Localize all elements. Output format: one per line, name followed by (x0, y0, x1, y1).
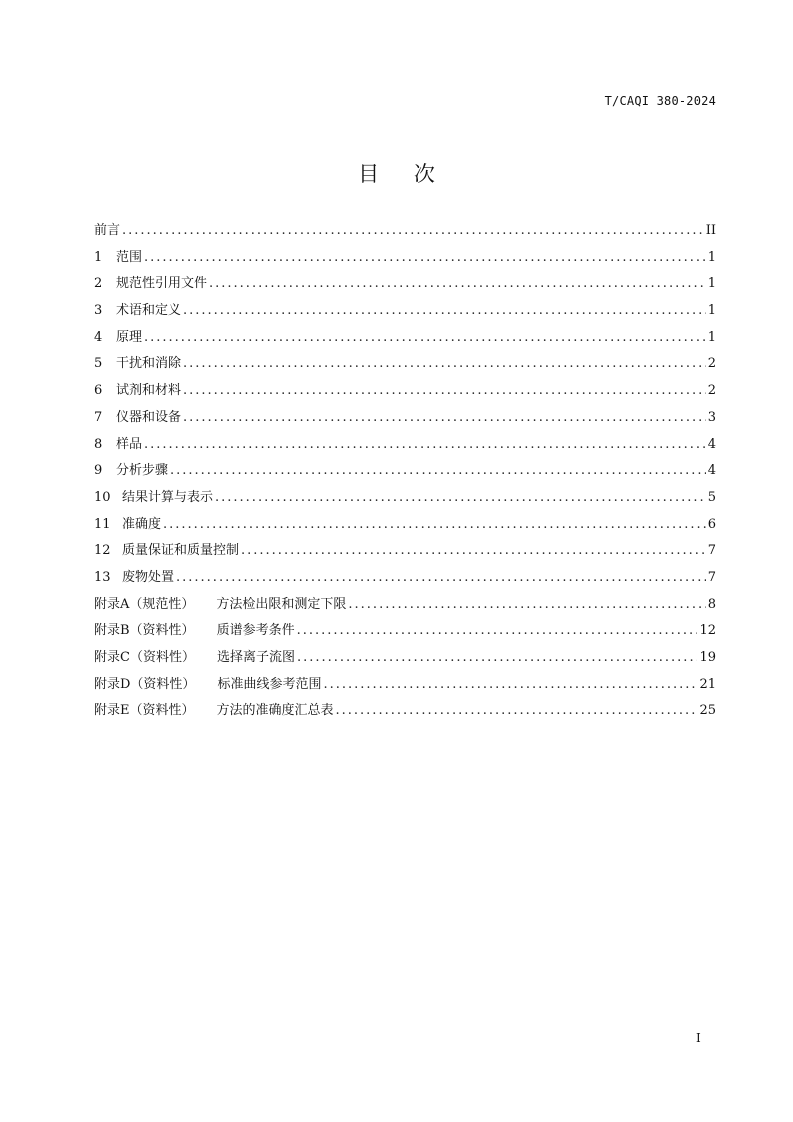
toc-entry-label: 原理 (116, 329, 143, 345)
toc-entry-page: 1 (707, 276, 716, 292)
toc-entry[interactable] (94, 539, 716, 566)
toc-entry-page: 1 (707, 329, 716, 345)
toc-entry-number: 7 (94, 409, 103, 425)
toc-entry[interactable] (94, 326, 716, 353)
toc-entry-label: 术语和定义 (116, 303, 182, 319)
toc-entry-label: 准确度 (122, 516, 162, 532)
toc-entry-label: 前言 (94, 223, 121, 238)
leader-dots (297, 650, 697, 665)
toc-entry-number: 12 (94, 543, 111, 559)
toc-entry-page: 12 (699, 623, 716, 639)
toc-entry-label: 标准曲线参考范围 (217, 676, 322, 692)
toc-entry-number: 附录B（资料性） (94, 623, 195, 639)
leader-dots (336, 703, 698, 718)
toc-entry[interactable] (94, 299, 716, 326)
leader-dots (176, 570, 706, 585)
toc-entry-page: 25 (699, 703, 716, 719)
toc-entry-page: 19 (699, 650, 716, 665)
toc-entry-page: II (705, 223, 716, 238)
toc-entry-appendix[interactable] (94, 619, 716, 646)
toc-entry-number: 附录A（规范性） (94, 596, 195, 612)
toc-entry-label: 质谱参考条件 (216, 623, 295, 639)
toc-entry-label: 废物处置 (122, 569, 175, 585)
document-code: T/CAQI 380-2024 (604, 94, 716, 108)
leader-dots (241, 543, 706, 558)
toc-entry-page: 4 (707, 463, 716, 479)
table-of-contents (94, 219, 716, 726)
page-number: I (696, 1031, 701, 1045)
toc-entry-number: 11 (94, 516, 111, 532)
toc-entry-label: 仪器和设备 (116, 409, 182, 425)
toc-entry[interactable] (94, 459, 716, 486)
toc-entry-number: 13 (94, 569, 111, 585)
toc-title: 目 次 (358, 162, 449, 186)
toc-entry-page: 1 (707, 303, 716, 319)
toc-entry-label: 方法的准确度汇总表 (216, 703, 334, 719)
toc-entry-number: 附录C（资料性） (94, 650, 195, 665)
toc-entry-label: 选择离子流图 (216, 650, 295, 665)
toc-entry-appendix[interactable] (94, 646, 716, 673)
toc-entry-number: 2 (94, 276, 103, 292)
toc-entry[interactable] (94, 352, 716, 379)
leader-dots (144, 250, 706, 265)
toc-entry-label: 规范性引用文件 (116, 276, 208, 292)
toc-entry-number: 4 (94, 329, 103, 345)
toc-entry-appendix[interactable] (94, 593, 716, 620)
leader-dots (323, 677, 697, 692)
leader-dots (144, 437, 706, 452)
toc-entry-label: 分析步骤 (116, 463, 169, 479)
toc-entry-label: 试剂和材料 (116, 383, 182, 399)
toc-entry[interactable] (94, 379, 716, 406)
leader-dots (209, 276, 706, 291)
leader-dots (183, 303, 706, 318)
toc-entry-label: 质量保证和质量控制 (122, 543, 240, 559)
toc-entry-number: 5 (94, 356, 103, 372)
toc-entry-page: 5 (707, 489, 716, 505)
toc-entry-appendix[interactable] (94, 673, 716, 700)
leader-dots (183, 410, 706, 425)
leader-dots (215, 490, 706, 505)
toc-entry[interactable] (94, 513, 716, 540)
toc-entry-page: 4 (707, 436, 716, 452)
toc-entry-page: 2 (707, 383, 716, 399)
toc-entry-page: 6 (707, 516, 716, 532)
toc-entry[interactable] (94, 406, 716, 433)
toc-entry-page: 21 (699, 676, 716, 692)
toc-entry-number: 8 (94, 436, 103, 452)
toc-entry-label: 结果计算与表示 (122, 489, 214, 505)
toc-entry-label: 样品 (116, 436, 143, 452)
leader-dots (297, 623, 698, 638)
toc-entry-page: 7 (707, 543, 716, 559)
leader-dots (183, 383, 706, 398)
leader-dots (144, 330, 706, 345)
toc-entry-page: 3 (707, 409, 716, 425)
toc-entry-label: 干扰和消除 (116, 356, 182, 372)
toc-entry-number: 6 (94, 383, 103, 399)
toc-entry[interactable] (94, 272, 716, 299)
leader-dots (163, 517, 706, 532)
toc-entry-appendix[interactable] (94, 699, 716, 726)
leader-dots (122, 223, 704, 238)
toc-entry[interactable] (94, 486, 716, 513)
toc-entry-number: 1 (94, 249, 103, 265)
toc-entry[interactable] (94, 433, 716, 460)
toc-entry-number: 附录D（资料性） (94, 676, 196, 692)
toc-entry[interactable] (94, 566, 716, 593)
toc-entry-number: 9 (94, 463, 103, 479)
toc-entry-page: 2 (707, 356, 716, 372)
toc-entry-label: 范围 (116, 249, 143, 265)
toc-entry-number: 10 (94, 489, 111, 505)
toc-entry-number: 3 (94, 303, 103, 319)
leader-dots (348, 597, 705, 612)
toc-entry-page: 7 (707, 569, 716, 585)
toc-entry-page: 1 (707, 249, 716, 265)
leader-dots (170, 463, 706, 478)
toc-entry[interactable] (94, 246, 716, 273)
toc-entry[interactable] (94, 219, 716, 246)
toc-entry-number: 附录E（资料性） (94, 703, 195, 719)
toc-entry-label: 方法检出限和测定下限 (216, 596, 347, 612)
leader-dots (183, 356, 706, 371)
toc-entry-page: 8 (707, 596, 716, 612)
